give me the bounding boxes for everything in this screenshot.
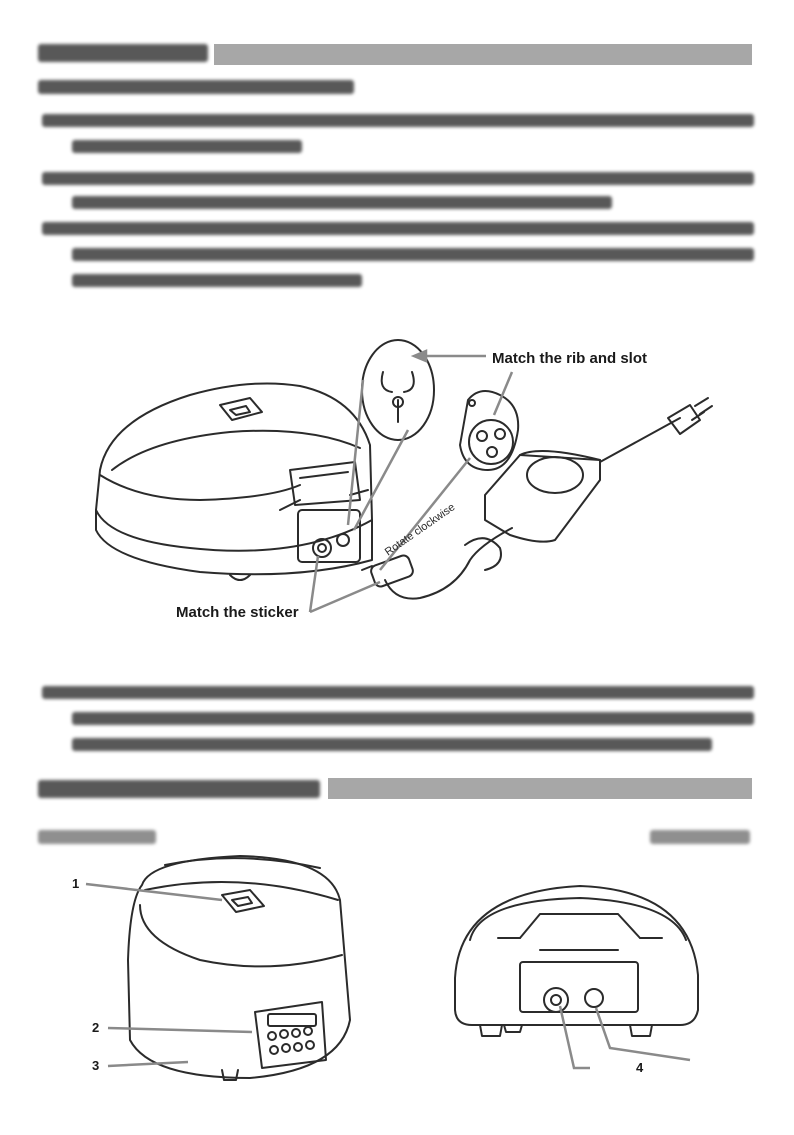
callout-1: 1 bbox=[72, 876, 80, 891]
callout-4: 4 bbox=[636, 1060, 644, 1075]
callout-3: 3 bbox=[92, 1058, 100, 1073]
rotate-clockwise-text: Rotate clockwise bbox=[382, 501, 458, 559]
callout-sticker: Match the sticker bbox=[176, 604, 299, 621]
power-socket-icon bbox=[544, 988, 568, 1012]
control-panel bbox=[255, 1002, 326, 1068]
callout-rib-slot: Match the rib and slot bbox=[492, 350, 648, 367]
switch-icon bbox=[585, 989, 603, 1007]
callout-2: 2 bbox=[92, 1020, 100, 1035]
lid-button-icon bbox=[222, 890, 264, 912]
